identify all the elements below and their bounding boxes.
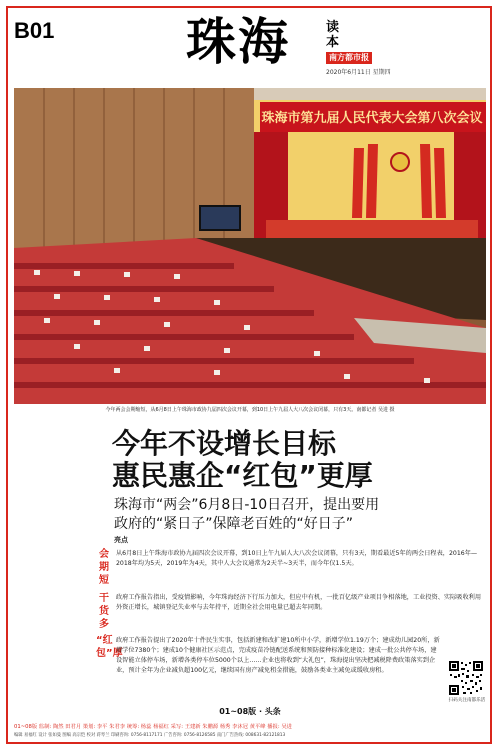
brand-badge: 南方都市报	[326, 52, 372, 64]
section-body-short-session: 从6月8日上午珠海市政协九届四次会议开幕，到10日上午九届人大八次会议闭幕，只有3天，期看最近5年的两会日程表，2016年—2018年均为5天，2019年为4天，其中人大会议通常为2天半~3天半，而今年仅1.5天。	[116, 550, 478, 567]
qr-code[interactable]	[448, 660, 484, 696]
qr-code-icon	[448, 660, 484, 696]
paper-title: 珠海	[186, 13, 290, 71]
section-tag-red-envelope: “红包”厚	[96, 635, 123, 659]
editorial-credits: 01~08版 监制: 陶然 田君月 策划: 李平 朱君李 统筹: 杨蕊 杨福红 采写: 王建新 朱鹏源 杨秀 李沐冠 黄平峰 播报: 吴进	[14, 724, 292, 730]
subheadline-line-2: 政府的“紧日子”保障老百姓的“好日子”	[114, 516, 354, 532]
subheadline	[114, 496, 484, 534]
photo-caption: 今年两会会期缩短，从6月8日上午珠海市政协九届四次会议开幕，到10日上午九届人大八次会议闭幕，只有3天。南都记者 吴进 摄	[105, 407, 395, 413]
congress-hall-photo	[14, 88, 486, 404]
banner-text: 珠海市第九届人民代表大会第八次会议	[261, 111, 483, 126]
headline-line-1: 今年不设增长目标	[112, 427, 337, 460]
page-number: B01	[14, 18, 55, 43]
main-headline	[100, 428, 480, 492]
section-tag-substance: 干货多	[99, 593, 109, 630]
congress-hall-illustration	[14, 88, 486, 404]
section-tag-short-session: 会期短	[99, 549, 109, 586]
page-index: 01~08版 · 头条	[219, 707, 281, 716]
issue-date: 2020年6月11日 星期四	[326, 69, 391, 76]
section-body-red-envelope: 政府工作报告提出了2020年十件民生实事，包括新建和改扩建10所中小学，新增学位1.19万个；建成幼儿园20所，新增学位7380个；建成10个健康社区示范点，完成疫苗冷链配送系统和预防接种标准化建设；建成一批公共停车场，建设智能立体停车场，新增各类停车位5000个以上……企业也将收到“大礼包”，珠海提出坚决把减税降费政策落实到企业，预计全年为企业减负超100亿元，继续国有房产减免租金措施，鼓励各类业主减免或缓收房租。	[116, 637, 440, 674]
publishing-info: 编辑 易福红 设计 张如曼 图编 高宗恺 校对 蒋琴兰 印刷咨询: 0756-8117171 广告咨询: 0756-8126585 南门广告热线: 008631-82121813	[14, 733, 286, 738]
qr-caption: 扫码关注南都乐活	[448, 698, 486, 703]
headline-line-2: 惠民惠企“红包”更厚	[112, 459, 373, 492]
subheadline-line-1: 珠海市“两会”6月8日-10日召开，提出要用	[114, 497, 380, 513]
section-body-substance: 政府工作报告指出，受疫情影响，今年珠海经济下行压力加大，但应中有机，一批百亿级产业项目争相落地，工业投资、实际吸收利用外资正增长，城镇登记失业率与去年持平，近期全社会用电量已超去年同期。	[116, 594, 482, 611]
highlights-label: 亮点	[114, 536, 128, 544]
paper-subtitle: 读本	[326, 20, 340, 50]
